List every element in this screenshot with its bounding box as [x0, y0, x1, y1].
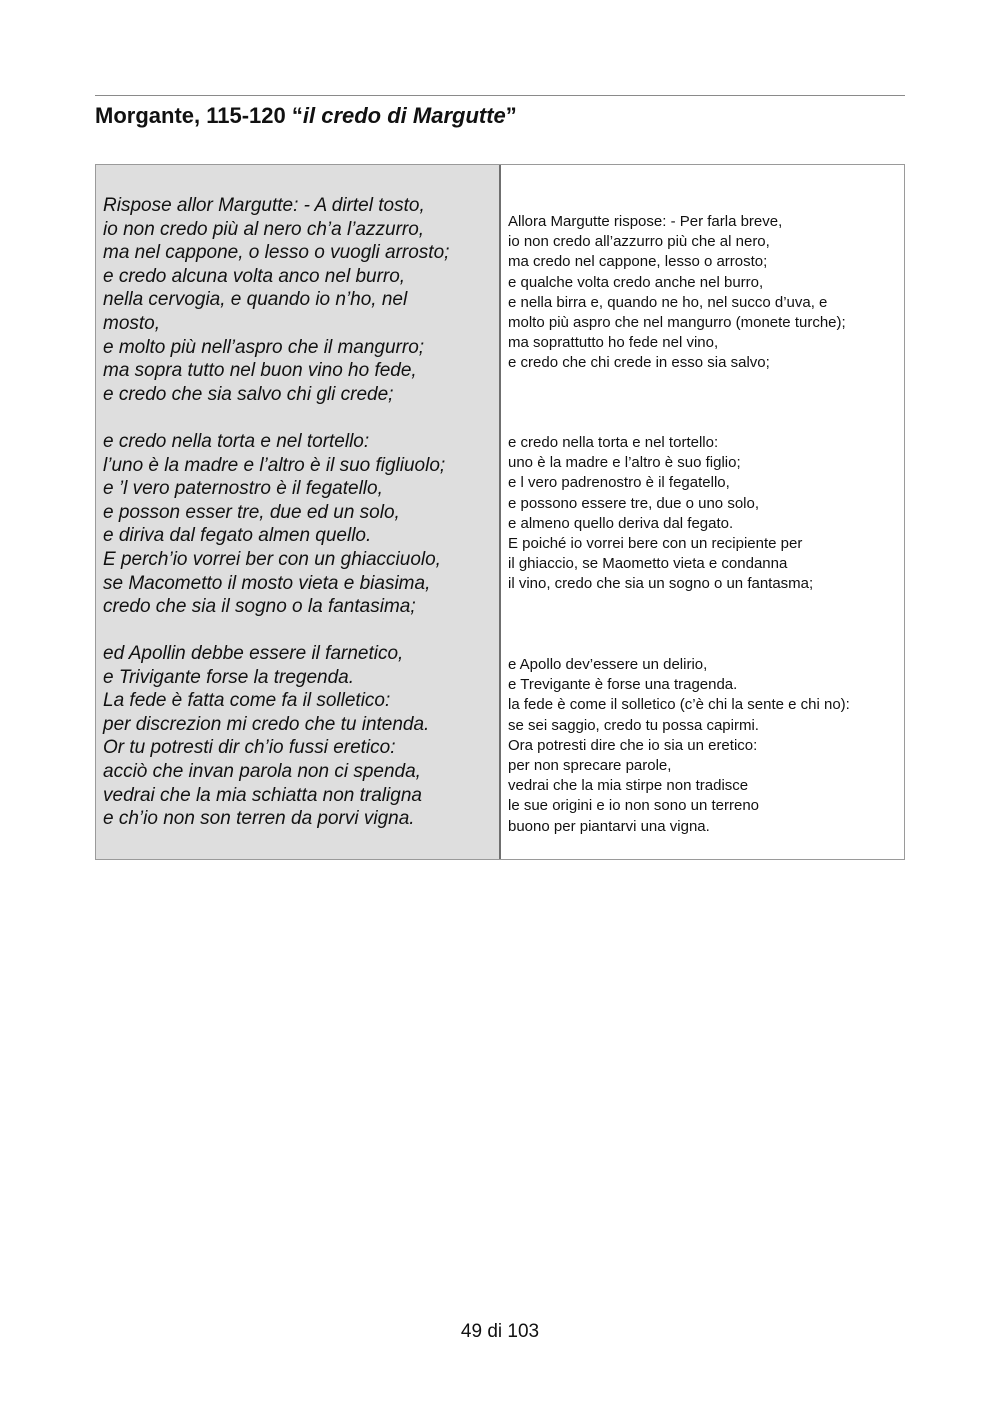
translation-line: e almeno quello deriva dal fegato.: [508, 514, 734, 532]
translation-line: ma soprattutto ho fede nel vino,: [508, 334, 719, 352]
translation-line: e qualche volta credo anche nel burro,: [508, 273, 764, 291]
translation-line: se sei saggio, credo tu possa capirmi.: [508, 716, 759, 734]
verse-line: Or tu potresti dir ch’io fussi eretico:: [103, 737, 396, 759]
translation-line: io non credo all’azzurro più che al nero,: [508, 233, 770, 251]
translation-column: [501, 165, 904, 859]
translation-stanza: [508, 655, 850, 837]
translation-line: ma credo nel cappone, lesso o arrosto;: [508, 253, 768, 271]
verse-line: e posson esser tre, due ed un solo,: [103, 501, 400, 523]
page-number: 49 di 103: [460, 1321, 540, 1342]
verse-table: [95, 164, 905, 860]
translation-line: e l vero padrenostro è il fegatello,: [508, 474, 730, 492]
original-stanza: [103, 430, 445, 619]
verse-line: ed Apollin debbe essere il farnetico,: [103, 643, 404, 664]
verse-line: e credo nella torta e nel tortello:: [103, 431, 370, 452]
verse-line: io non credo più al nero ch’a l’azzurro,: [103, 218, 425, 240]
translation-line: e nella birra e, quando ne ho, nel succo d’uva, e: [508, 293, 828, 311]
verse-line: per discrezion mi credo che tu intenda.: [103, 713, 430, 735]
verse-line: e molto più nell’aspro che il mangurro;: [103, 336, 425, 358]
translation-stanza: [508, 433, 813, 595]
translation-line: e Apollo dev’essere un delirio,: [508, 656, 708, 673]
translation-line: uno è la madre e l’altro è suo figlio;: [508, 454, 741, 472]
verse-line: e credo che sia salvo chi gli crede;: [103, 383, 394, 405]
verse-line: e diriva dal fegato almen quello.: [103, 525, 372, 547]
verse-line: e Trivigante forse la tregenda.: [103, 666, 355, 688]
verse-line: Rispose allor Margutte: - A dirtel tosto,: [103, 195, 425, 216]
title-prefix: Morgante, 115-120 “: [95, 103, 303, 128]
verse-line: ma nel cappone, o lesso o vuogli arrosto;: [103, 242, 450, 264]
original-stanza: [103, 642, 429, 831]
verse-line: e ’l vero paternostro è il fegatello,: [103, 478, 383, 500]
translation-line: le sue origini e io non sono un terreno: [508, 797, 760, 815]
translation-line: E poiché io vorrei bere con un recipiente per: [508, 535, 803, 553]
verse-line: l’uno è la madre e l’altro è il suo figliuolo;: [103, 454, 446, 476]
translation-stanza: [508, 212, 846, 374]
verse-line: mosto,: [103, 312, 161, 334]
translation-line: e Trevigante è forse una tragenda.: [508, 676, 738, 694]
title-suffix: ”: [505, 103, 517, 128]
verse-line: nella cervogia, e quando io n’ho, nel: [103, 289, 408, 311]
verse-line: e ch’io non son terren da porvi vigna.: [103, 808, 415, 830]
verse-line: E perch’io vorrei ber con un ghiacciuolo,: [103, 548, 441, 570]
translation-line: buono per piantarvi una vigna.: [508, 817, 710, 835]
translation-line: Allora Margutte rispose: - Per farla breve,: [508, 213, 783, 230]
top-divider: [95, 95, 905, 96]
translation-line: Ora potresti dire che io sia un eretico:: [508, 736, 758, 754]
translation-line: e credo nella torta e nel tortello:: [508, 434, 719, 451]
verse-line: vedrai che la mia schiatta non traligna: [103, 784, 422, 806]
translation-line: per non sprecare parole,: [508, 757, 672, 775]
verse-line: acciò che invan parola non ci spenda,: [103, 760, 421, 782]
original-text-column: [96, 165, 501, 859]
verse-line: ma sopra tutto nel buon vino ho fede,: [103, 360, 417, 382]
verse-line: La fede è fatta come fa il solletico:: [103, 690, 391, 712]
title-italic: il credo di Margutte: [302, 103, 506, 128]
verse-line: credo che sia il sogno o la fantasima;: [103, 596, 416, 618]
page-title: [95, 101, 517, 131]
translation-line: e possono essere tre, due o uno solo,: [508, 494, 760, 512]
translation-line: il ghiaccio, se Maometto vieta e condanna: [508, 555, 788, 573]
verse-line: e credo alcuna volta anco nel burro,: [103, 265, 406, 287]
original-stanza: [103, 194, 449, 406]
translation-line: il vino, credo che sia un sogno o un fantasma;: [508, 575, 814, 593]
translation-line: la fede è come il solletico (c’è chi la sente e chi no):: [508, 696, 850, 714]
translation-line: e credo che chi crede in esso sia salvo;: [508, 354, 770, 372]
translation-line: molto più aspro che nel mangurro (monete turche);: [508, 314, 846, 332]
verse-line: se Macometto il mosto vieta e biasima,: [103, 572, 431, 594]
translation-line: vedrai che la mia stirpe non tradisce: [508, 777, 749, 795]
